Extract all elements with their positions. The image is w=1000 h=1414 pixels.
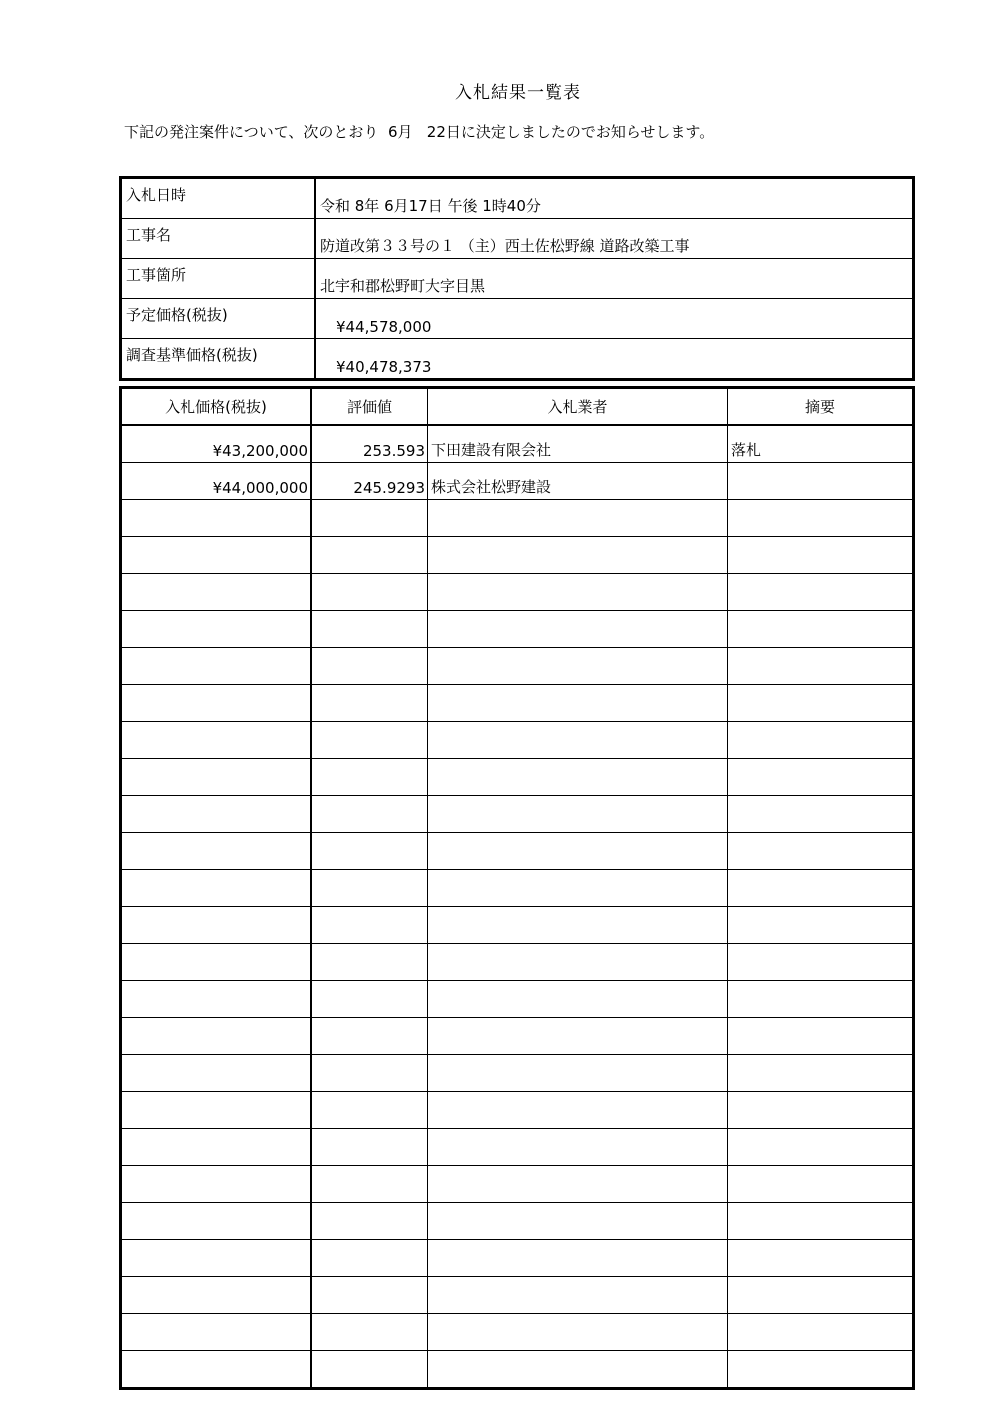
- table-row: [121, 1055, 914, 1092]
- cell-bid-price: [121, 574, 312, 611]
- cell-note: [728, 870, 914, 907]
- cell-bid-price: [121, 1203, 312, 1240]
- header-bid-price: 入札価格(税抜): [121, 388, 312, 426]
- page-title: 入札結果一覧表: [455, 83, 581, 103]
- cell-bidder: [428, 944, 728, 981]
- cell-bid-price: [121, 796, 312, 833]
- cell-note: [728, 759, 914, 796]
- table-row: [121, 500, 914, 537]
- cell-bidder: 株式会社松野建設: [428, 463, 728, 500]
- cell-bidder: [428, 1092, 728, 1129]
- info-label: 予定価格(税抜): [121, 299, 316, 339]
- cell-bid-price: [121, 685, 312, 722]
- notice-text: 下記の発注案件について、次のとおり 6月 22日に決定しましたのでお知らせします。: [124, 123, 715, 141]
- table-row: [121, 1277, 914, 1314]
- table-row: [121, 907, 914, 944]
- results-header-row: [121, 388, 914, 426]
- cell-note: [728, 648, 914, 685]
- cell-bidder: [428, 833, 728, 870]
- cell-bid-price: [121, 833, 312, 870]
- cell-score: [311, 500, 428, 537]
- cell-note: [728, 722, 914, 759]
- table-row: [121, 944, 914, 981]
- cell-note: [728, 1055, 914, 1092]
- cell-score: 253.593: [311, 425, 428, 463]
- cell-note: 落札: [728, 425, 914, 463]
- cell-bid-price: [121, 611, 312, 648]
- cell-bidder: 下田建設有限会社: [428, 425, 728, 463]
- cell-note: [728, 1351, 914, 1389]
- cell-score: [311, 685, 428, 722]
- cell-note: [728, 796, 914, 833]
- cell-score: [311, 1129, 428, 1166]
- info-value: ¥44,578,000: [315, 299, 914, 339]
- cell-bid-price: [121, 981, 312, 1018]
- cell-score: [311, 574, 428, 611]
- cell-bidder: [428, 1129, 728, 1166]
- header-note: 摘要: [728, 388, 914, 426]
- cell-score: [311, 722, 428, 759]
- cell-bid-price: [121, 1129, 312, 1166]
- info-label: 工事名: [121, 219, 316, 259]
- info-row: [121, 339, 914, 380]
- table-row: [121, 870, 914, 907]
- table-row: [121, 1240, 914, 1277]
- cell-bidder: [428, 500, 728, 537]
- cell-note: [728, 833, 914, 870]
- cell-bidder: [428, 981, 728, 1018]
- cell-bidder: [428, 1314, 728, 1351]
- table-row: [121, 537, 914, 574]
- cell-bid-price: [121, 1055, 312, 1092]
- cell-score: [311, 870, 428, 907]
- cell-score: [311, 1314, 428, 1351]
- cell-bidder: [428, 870, 728, 907]
- info-row: [121, 178, 914, 219]
- cell-score: [311, 1018, 428, 1055]
- table-row: [121, 425, 914, 463]
- cell-score: [311, 1092, 428, 1129]
- table-row: [121, 1203, 914, 1240]
- cell-bidder: [428, 648, 728, 685]
- cell-bidder: [428, 1351, 728, 1389]
- cell-bidder: [428, 1203, 728, 1240]
- table-row: [121, 759, 914, 796]
- cell-bid-price: [121, 1018, 312, 1055]
- cell-bid-price: [121, 500, 312, 537]
- cell-score: [311, 1240, 428, 1277]
- cell-bidder: [428, 611, 728, 648]
- cell-bid-price: [121, 648, 312, 685]
- cell-bid-price: [121, 759, 312, 796]
- cell-score: [311, 759, 428, 796]
- table-row: [121, 611, 914, 648]
- cell-bid-price: [121, 944, 312, 981]
- info-row: [121, 299, 914, 339]
- cell-score: [311, 944, 428, 981]
- cell-note: [728, 907, 914, 944]
- cell-bid-price: [121, 1314, 312, 1351]
- table-row: [121, 1314, 914, 1351]
- cell-bid-price: [121, 537, 312, 574]
- info-value: 北宇和郡松野町大字目黒: [315, 259, 914, 299]
- cell-score: [311, 1203, 428, 1240]
- cell-note: [728, 1018, 914, 1055]
- cell-bidder: [428, 759, 728, 796]
- cell-score: [311, 833, 428, 870]
- cell-note: [728, 1314, 914, 1351]
- cell-score: [311, 1055, 428, 1092]
- cell-bid-price: ¥43,200,000: [121, 425, 312, 463]
- cell-note: [728, 500, 914, 537]
- cell-note: [728, 1240, 914, 1277]
- cell-note: [728, 981, 914, 1018]
- table-row: [121, 796, 914, 833]
- cell-score: [311, 537, 428, 574]
- info-label: 調査基準価格(税抜): [121, 339, 316, 380]
- table-row: [121, 574, 914, 611]
- cell-note: [728, 537, 914, 574]
- info-label: 入札日時: [121, 178, 316, 219]
- cell-bid-price: [121, 1240, 312, 1277]
- cell-score: [311, 1277, 428, 1314]
- cell-bidder: [428, 537, 728, 574]
- cell-bidder: [428, 1018, 728, 1055]
- cell-score: 245.9293: [311, 463, 428, 500]
- cell-note: [728, 1129, 914, 1166]
- cell-score: [311, 611, 428, 648]
- cell-score: [311, 981, 428, 1018]
- cell-note: [728, 1092, 914, 1129]
- cell-score: [311, 796, 428, 833]
- cell-bid-price: [121, 907, 312, 944]
- table-row: [121, 833, 914, 870]
- cell-note: [728, 685, 914, 722]
- header-score: 評価値: [311, 388, 428, 426]
- info-label: 工事箇所: [121, 259, 316, 299]
- info-value: ¥40,478,373: [315, 339, 914, 380]
- cell-bid-price: [121, 1277, 312, 1314]
- table-row: [121, 1166, 914, 1203]
- cell-note: [728, 1203, 914, 1240]
- cell-score: [311, 907, 428, 944]
- table-row: [121, 1092, 914, 1129]
- table-row: [121, 981, 914, 1018]
- cell-bidder: [428, 1277, 728, 1314]
- cell-bidder: [428, 722, 728, 759]
- results-table: [119, 386, 915, 1390]
- cell-bidder: [428, 1166, 728, 1203]
- info-row: [121, 259, 914, 299]
- cell-score: [311, 1351, 428, 1389]
- results-body: [121, 425, 914, 1389]
- cell-bidder: [428, 685, 728, 722]
- cell-bid-price: [121, 870, 312, 907]
- cell-bidder: [428, 907, 728, 944]
- cell-bid-price: [121, 1351, 312, 1389]
- table-row: [121, 648, 914, 685]
- cell-note: [728, 944, 914, 981]
- info-value: 令和 8年 6月17日 午後 1時40分: [315, 178, 914, 219]
- cell-bidder: [428, 796, 728, 833]
- cell-score: [311, 1166, 428, 1203]
- cell-note: [728, 463, 914, 500]
- table-row: [121, 722, 914, 759]
- cell-note: [728, 1166, 914, 1203]
- cell-bid-price: [121, 1092, 312, 1129]
- header-bidder: 入札業者: [428, 388, 728, 426]
- info-value: 防道改第３３号の１ （主）西土佐松野線 道路改築工事: [315, 219, 914, 259]
- cell-bid-price: [121, 1166, 312, 1203]
- cell-bid-price: [121, 722, 312, 759]
- info-table: [119, 176, 915, 381]
- info-row: [121, 219, 914, 259]
- cell-note: [728, 574, 914, 611]
- table-row: [121, 1129, 914, 1166]
- cell-note: [728, 1277, 914, 1314]
- cell-bidder: [428, 574, 728, 611]
- cell-bid-price: ¥44,000,000: [121, 463, 312, 500]
- cell-bidder: [428, 1055, 728, 1092]
- cell-note: [728, 611, 914, 648]
- table-row: [121, 463, 914, 500]
- cell-score: [311, 648, 428, 685]
- table-row: [121, 1018, 914, 1055]
- table-row: [121, 1351, 914, 1389]
- table-row: [121, 685, 914, 722]
- cell-bidder: [428, 1240, 728, 1277]
